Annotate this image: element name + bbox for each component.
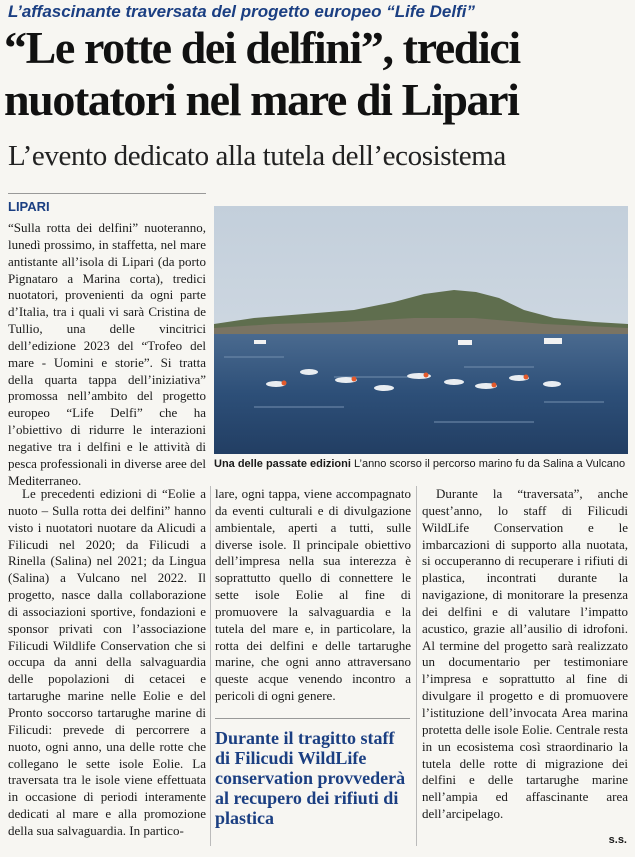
- author-signature: s.s.: [608, 834, 627, 846]
- article-headline: “Le rotte dei delfini”, tredici nuotatori nel mare di Lipari: [4, 22, 520, 125]
- column-divider-1: [210, 486, 211, 846]
- photo-caption: [214, 458, 628, 471]
- article-photo: [214, 206, 628, 454]
- paragraph-3: lare, ogni tappa, viene accompagnato da eventi culturali e di divulgazione ambientale, aperti a tutti, sulle diverse isole. Il principale obiettivo dell’impresa nella sua interezza è soprattutto quello di connettere le sette isole Eolie al fine di promuovere la salvaguardia e la tutela del mare e, in particolare, la rotta dei delfini e delle tartarughe marine, che ogni anno attraversano queste acque venendo incontro a pericoli di ogni genere.: [215, 486, 411, 704]
- caption-lead: Una delle passate edizioni: [214, 458, 351, 470]
- paragraph-2: Le precedenti edizioni di “Eolie a nuoto – Sulla rotta dei delfini” hanno visto i nuotatori nuotare da Alicudi a Filicudi nel 2020; da Filicudi a Rinella (Salina) nel 2021; da Lingua (Salina) a Vulcano nel 2022. Il progetto, nasce dalla collaborazione di associazioni sportive, fondazioni e sponsor privati con l’associazione Filicudi Wildlife Conservation che si occupa da anni della salvaguardia delle popolazioni di cetacei e tartarughe marine nelle Eolie e del Pronto soccorso tartarughe marine di Filicudi: prevede di percorrere a nuoto, ogni anno, una delle rotte che collegano le sette isole Eolie. La traversata tra le isole viene effettuata in occasione di periodi interamente dedicati al mare e alla promozione della sua salvaguardia. In partico-: [8, 486, 206, 838]
- body-column-1-bottom: [8, 486, 206, 851]
- article-kicker: L’affascinante traversata del progetto europeo “Life Delfi”: [8, 2, 475, 21]
- pullquote-rule: [215, 718, 410, 719]
- pull-quote: Durante il tragitto staff di Filicudi WildLife conservation provvederà al recupero dei rifiuti di plastica: [215, 728, 406, 828]
- caption-text: L’anno scorso il percorso marino fu da Salina a Vulcano: [350, 458, 626, 470]
- article-subhead: L’evento dedicato alla tutela dell’ecosistema: [8, 140, 506, 172]
- body-column-3: [422, 486, 628, 836]
- sea-swimmers-image: [214, 206, 628, 454]
- dateline: LIPARI: [8, 199, 50, 214]
- top-rule: [8, 193, 206, 194]
- body-column-1-top: [8, 220, 206, 488]
- paragraph-4: Durante la “traversata”, anche quest’anno, lo staff di Filicudi WildLife Conservation e le imbarcazioni di supporto alla nuotata, si occuperanno di recuperare i rifiuti di plastica, incontrati durante la navigazione, di monitorare la presenza dei delfini e di valutare l’impatto acustico, grazie all’ausilio di idrofoni. Al termine del progetto sarà realizzato un documentario per testimoniare l’impresa e soprattutto al fine di divulgare il progetto e di promuovere l’istituzione dell’invocata Area marina protetta delle isole Eolie. Centrale resta in un ecosistema così straordinario la tutela delle rotte di migrazione dei delfini e delle tartarughe marine nell’ampia ed affascinante area dell’arcipelago.: [422, 486, 628, 822]
- column-divider-2: [416, 486, 417, 846]
- body-column-2: [215, 486, 411, 704]
- paragraph-1: “Sulla rotta dei delfini” nuoteranno, lunedì prossimo, in staffetta, nel mare antistante all’isola di Lipari (da porto Pignataro a Marina corta), tredici nuotatori, provenienti da ogni parte d’Italia, tra i quali vi sarà Cristina de Tullio, una delle vincitrici dell’edizione 2023 del “Trofeo del mare - Uomini e storie”. Si tratta della quarta tappa dell’iniziativa” promossa nell’ambito del progetto europeo “Life Delfi” che ha l’obiettivo di ridurre le interazioni negative tra i delfini e le attività di pesca professionali in diverse aree del Mediterraneo.: [8, 220, 206, 488]
